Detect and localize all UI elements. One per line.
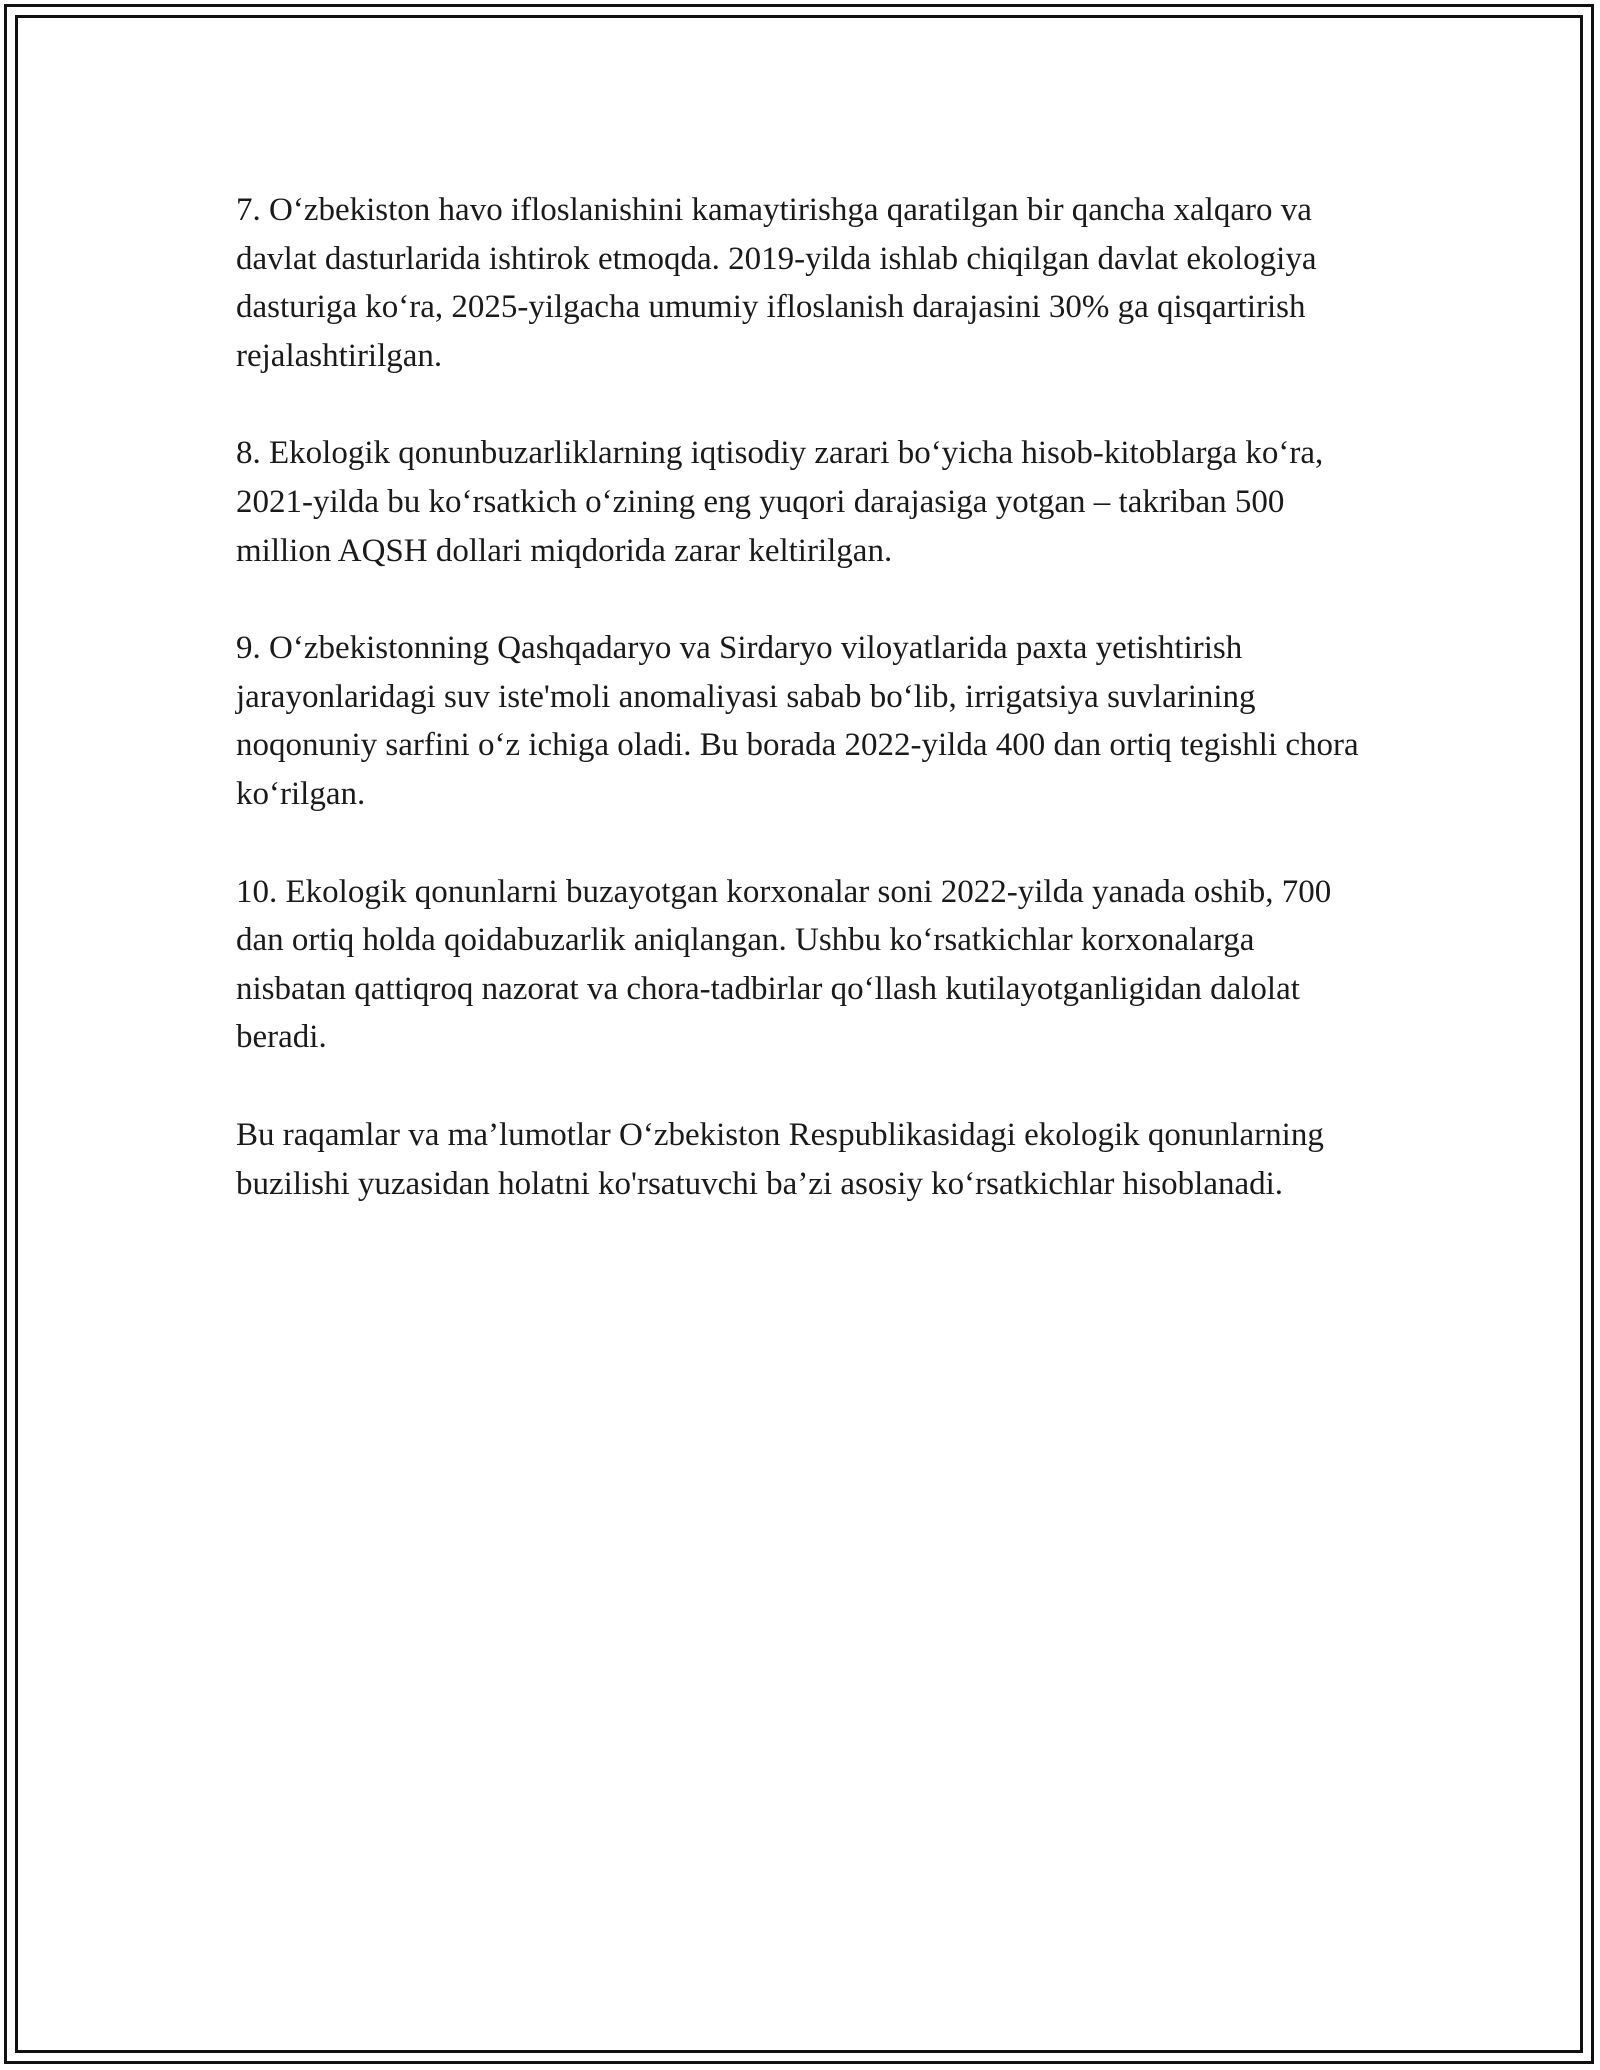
- paragraph-item-7: 7. O‘zbekiston havo ifloslanishini kamaytirishga qaratilgan bir qancha xalqaro va davlat dasturlarida ishtirok etmoqda. 2019-yilda ishlab chiqilgan davlat ekologiya dasturiga ko‘ra, 2025-yilgacha umumiy ifloslanish darajasini 30% ga qisqartirish rejalashtirilgan.: [236, 192, 1317, 374]
- paragraph-item-10: 10. Ekologik qonunlarni buzayotgan korxonalar soni 2022-yilda yanada oshib, 700 dan ortiq holda qoidabuzarlik aniqlangan. Ushbu ko‘rsatkichlar korxonalarga nisbatan qattiqroq nazorat va chora-tadbirlar qo‘llash kutilayotganligidan dalolat beradi.: [236, 873, 1332, 1056]
- paragraph-item-8: 8. Ekologik qonunbuzarliklarning iqtisodiy zarari bo‘yicha hisob-kitoblarga ko‘ra, 2021-yilda bu ko‘rsatkich o‘zining eng yuqori darajasiga yotgan – takriban 500 million AQSH dollari miqdorida zarar keltirilgan.: [236, 435, 1324, 569]
- paragraph-item-9: 9. O‘zbekistonning Qashqadaryo va Sirdaryo viloyatlarida paxta yetishtirish jarayonlaridagi suv iste'moli anomaliyasi sabab bo‘lib, irrigatsiya suvlarining noqonuniy sarfini o‘z ichiga oladi. Bu borada 2022-yilda 400 dan ortiq tegishli chora ko‘rilgan.: [236, 630, 1359, 812]
- document-body: [236, 186, 1366, 1257]
- paragraph-conclusion: Bu raqamlar va ma’lumotlar O‘zbekiston Respublikasidagi ekologik qonunlarning buzilishi yuzasidan holatni ko'rsatuvchi ba’zi asosiy ko‘rsatkichlar hisoblanadi.: [236, 1116, 1324, 1202]
